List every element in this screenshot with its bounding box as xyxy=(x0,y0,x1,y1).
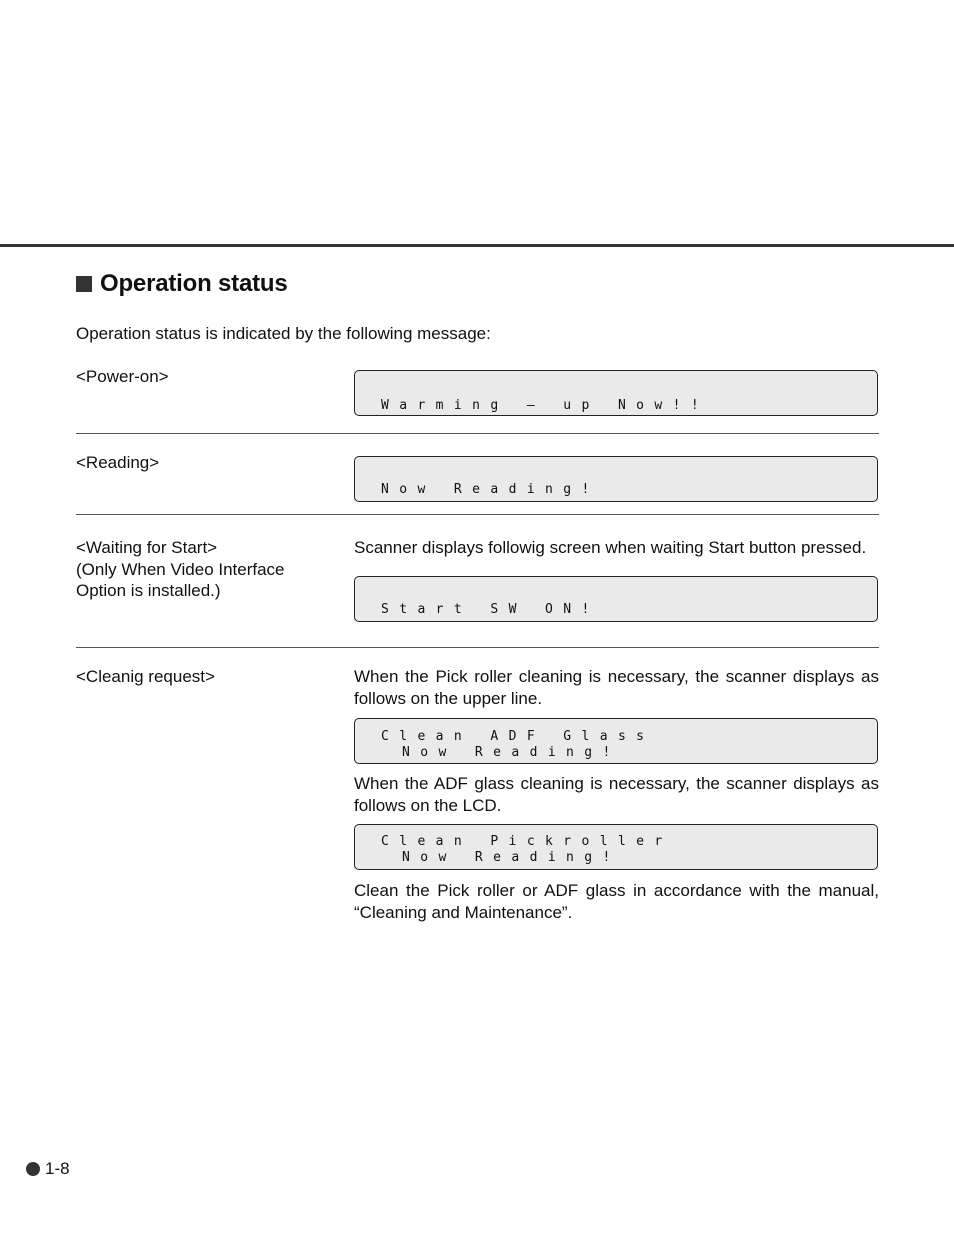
square-bullet-icon xyxy=(76,276,92,292)
reading-label: <Reading> xyxy=(76,453,160,472)
waiting-label-line: (Only When Video Interface xyxy=(76,559,285,579)
separator xyxy=(76,647,879,648)
lcd-line-2: Now Reading! xyxy=(402,745,621,760)
lcd-line-2: Start SW ON! xyxy=(381,602,600,617)
cleaning-description-2: When the ADF glass cleaning is necessary, the scanner displays as follows on the LCD. xyxy=(354,774,879,815)
cleaning-label: <Cleanig request> xyxy=(76,667,215,686)
waiting-label-line: <Waiting for Start> xyxy=(76,538,218,557)
lcd-line-2: Warming – up Now!! xyxy=(381,398,710,413)
waiting-label xyxy=(76,537,285,602)
waiting-description: Scanner displays followig screen when waiting Start button pressed. xyxy=(354,538,867,557)
power-on-label: <Power-on> xyxy=(76,367,169,386)
page-footer xyxy=(26,1159,70,1179)
power-on-lcd xyxy=(354,370,878,416)
cleaning-description-1: When the Pick roller cleaning is necessary, the scanner displays as follows on the upper line. xyxy=(354,667,879,708)
cleaning-description-3: Clean the Pick roller or ADF glass in accordance with the manual, “Cleaning and Maintenance”. xyxy=(354,881,879,922)
waiting-label-line: Option is installed.) xyxy=(76,581,221,600)
lcd-line-2: Now Reading! xyxy=(381,482,600,497)
reading-lcd xyxy=(354,456,878,502)
top-rule xyxy=(0,244,954,247)
page-number: 1-8 xyxy=(45,1159,70,1178)
waiting-lcd xyxy=(354,576,878,622)
section-intro: Operation status is indicated by the following message: xyxy=(76,324,491,343)
lcd-line-1: Clean Pickroller xyxy=(381,834,673,849)
separator xyxy=(76,433,879,434)
section-heading xyxy=(76,270,288,298)
bullet-dot-icon xyxy=(26,1162,40,1176)
clean-adf-lcd xyxy=(354,718,878,764)
section-title: Operation status xyxy=(100,270,288,297)
separator xyxy=(76,514,879,515)
lcd-line-1: Clean ADF Glass xyxy=(381,729,655,744)
lcd-line-2: Now Reading! xyxy=(402,850,621,865)
clean-pickroller-lcd xyxy=(354,824,878,870)
